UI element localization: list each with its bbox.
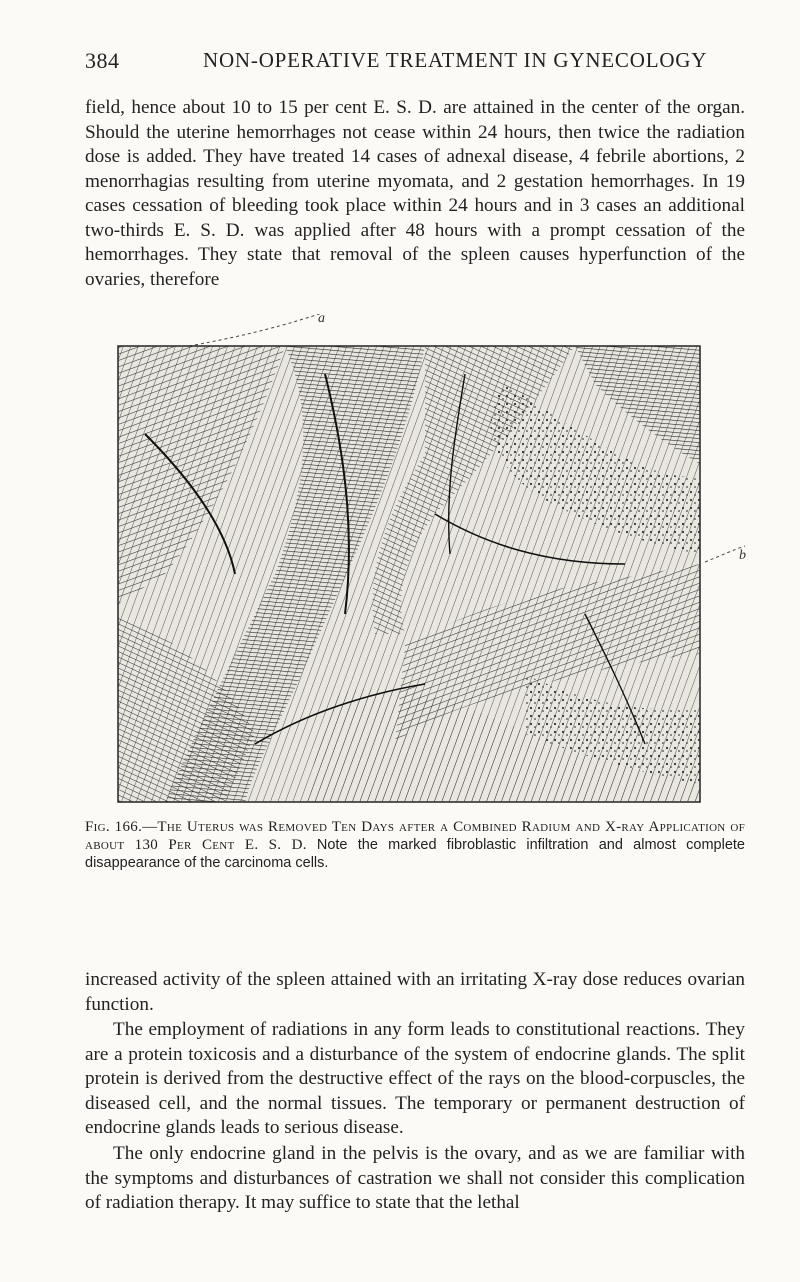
label-a: a (318, 314, 325, 326)
micrograph-panel (118, 346, 700, 802)
figure-caption (85, 818, 745, 872)
label-a-leader (189, 314, 325, 346)
body-paragraph-2: increased activity of the spleen attained with an irritating X-ray dose reduces ovarian function. (85, 969, 745, 1015)
body-paragraph-4: The only endocrine gland in the pelvis is the ovary, and as we are familiar with the symptoms and disturbances of castration we shall not consider this complication of radiation therapy. It may suffice to state that the lethal (85, 1143, 745, 1213)
body-paragraph-3: The employment of radiations in any form leads to constitutional reactions. They are a protein toxicosis and a disturbance of the system of endocrine glands. The split protein is derived from the destructive effect of the rays on the blood-corpuscles, the diseased cell, and the normal tissues. The temporary or permanent destruction of endocrine glands leads to serious disease. (85, 1019, 745, 1138)
histology-illustration (105, 314, 755, 804)
page-header (85, 48, 725, 78)
body-paragraph-1: field, hence about 10 to 15 per cent E. S. D. are attained in the center of the organ. Should the uterine hemorrhages not cease within 24 hours, then twice the radiation dose is added. They have treated 14 cases of adnexal disease, 4 febrile abortions, 2 menorrhagias resulting from uterine myomata, and 2 gestation hemorrhages. In 19 cases cessation of bleeding took place within 24 hours and in 3 cases an additional two-thirds E. S. D. was applied after 48 hours with a prompt cessation of the hemorrhages. They state that removal of the spleen causes hyperfunction of the ovaries, therefore (85, 97, 745, 290)
histology-figure (105, 314, 755, 804)
running-head: NON-OPERATIVE TREATMENT IN GYNECOLOGY (203, 48, 708, 72)
caption-title: Fig. 166.—The Uterus was Removed Ten Days after a Combined Radium and X-ray Application of about 130 Per Cent E. S. D. (85, 819, 745, 853)
page-number: 384 (85, 48, 120, 73)
label-b: b (739, 548, 746, 563)
caption-note: Note the marked fibroblastic infiltration and almost complete disappearance of the carcinoma cells. (85, 837, 745, 871)
